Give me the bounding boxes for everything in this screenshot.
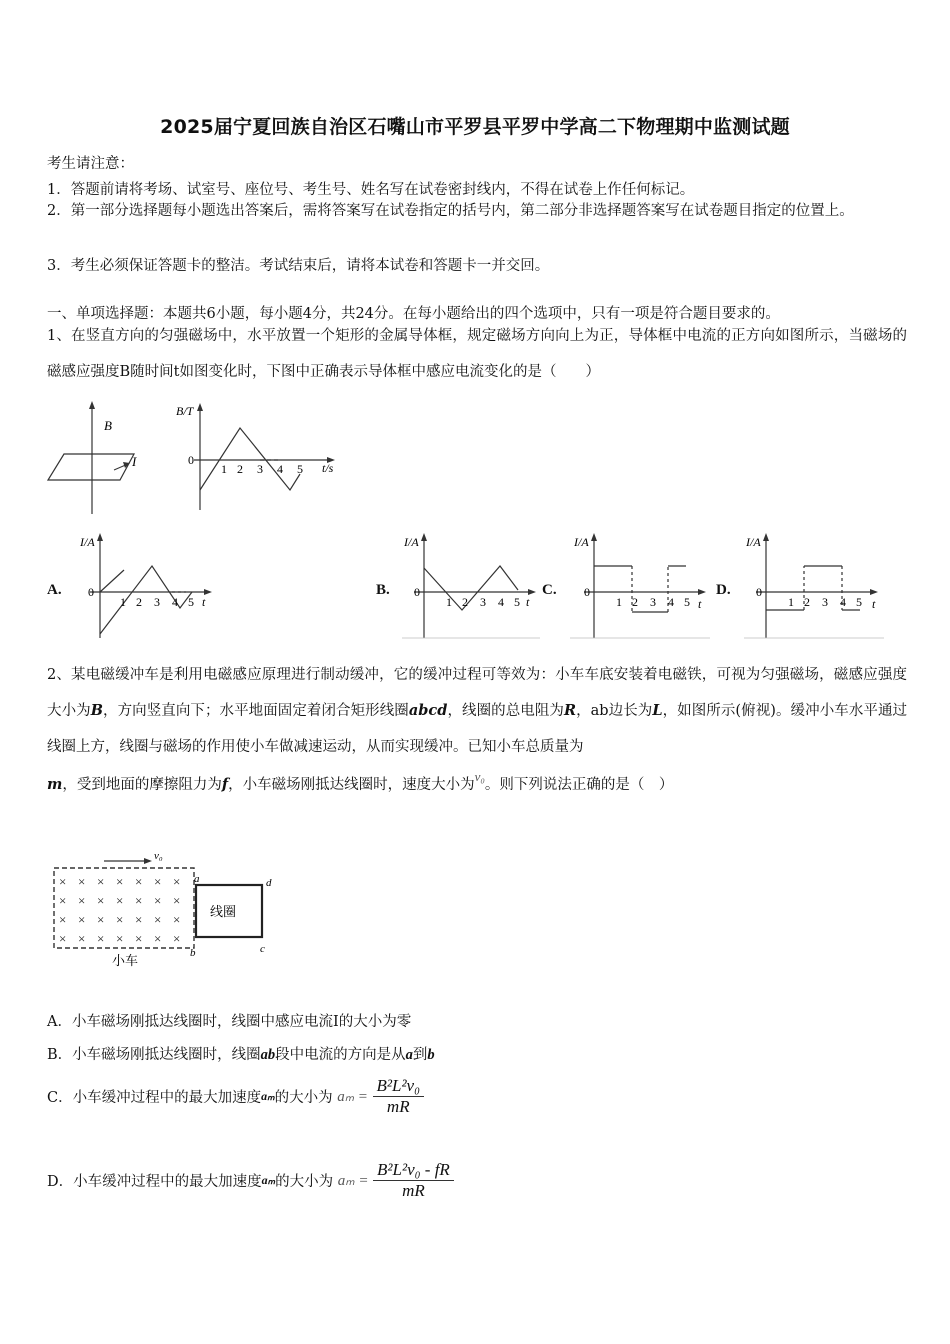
- field-cross: ×: [59, 912, 67, 927]
- field-cross: ×: [97, 912, 105, 927]
- d-tick-2: 2: [804, 595, 810, 609]
- field-cross: ×: [78, 931, 86, 946]
- field-cross: ×: [135, 874, 143, 889]
- c-ylabel: I/A: [574, 535, 589, 549]
- d-formula: $\frac{\text{B²L²v₀ - fR}}{mR}$: [373, 1160, 454, 1201]
- field-cross: ×: [135, 931, 143, 946]
- field-cross: ×: [173, 912, 181, 927]
- corner-c: c: [260, 943, 265, 955]
- field-cross: ×: [135, 912, 143, 927]
- a-tick-1: 1: [120, 595, 126, 609]
- c-tick-3: 3: [650, 595, 656, 609]
- a-tick-5: 5: [188, 595, 194, 609]
- q1-option-c-label[interactable]: C.: [542, 582, 557, 598]
- notice-heading: 考生请注意：: [47, 156, 134, 172]
- d-origin: 0: [756, 585, 762, 599]
- corner-b: b: [190, 947, 196, 959]
- question-2-text: 2、某电磁缓冲车是利用电磁感应原理进行制动缓冲，它的缓冲过程可等效为：小车车底安装着电磁铁，可视为匀强磁场，磁感应强度大小为B，方向竖直向下；水平地面固定着闭合矩形线圈abcd，线圈的总电阻为R，ab边长为L，如图所示(俯视)。缓冲小车水平通过线圈上方，线圈与磁场的作用使小车做减速运动，从而实现缓冲。已知小车总质量为 m，受到地面的摩擦阻力为f，小车磁场刚抵达线圈时，速度大小为v₀。则下列说法正确的是（ ）: [47, 667, 908, 793]
- bt-tick-4: 4: [277, 462, 283, 476]
- d-tick-1: 1: [788, 595, 794, 609]
- q2-option-c[interactable]: C．小车缓冲过程中的最大加速度aₘ的大小为 aₘ = $\frac{\text{B²L²v₀}}{mR}$: [47, 1076, 424, 1128]
- a-xlabel: t: [202, 595, 206, 609]
- field-cross: ×: [173, 893, 181, 908]
- field-cross: ×: [59, 874, 67, 889]
- a-ylabel: I/A: [80, 535, 95, 549]
- question-1-text: 1、在竖直方向的匀强磁场中，水平放置一个矩形的金属导体框，规定磁场方向向上为正，导体框中电流的正方向如图所示，当磁场的磁感应强度B随时间t如图变化时，下图中正确表示导体框中感应电流变化的是（ ）: [47, 328, 907, 380]
- notice-item-2: 2．第一部分选择题每小题选出答案后，需将答案写在试卷指定的括号内，第二部分非选择题答案写在试卷题目指定的位置上。: [47, 203, 854, 219]
- c-tick-2: 2: [632, 595, 638, 609]
- bt-ylabel: B/T: [176, 404, 194, 418]
- v0-label: v₀: [154, 850, 163, 862]
- field-cross: ×: [116, 874, 124, 889]
- q2-option-b[interactable]: B．小车磁场刚抵达线圈时，线圈ab段中电流的方向是从a到b: [47, 1047, 435, 1063]
- q1-option-c-graph[interactable]: [568, 530, 712, 642]
- field-cross: ×: [116, 893, 124, 908]
- q2-option-a[interactable]: A．小车磁场刚抵达线圈时，线圈中感应电流I的大小为零: [47, 1014, 412, 1030]
- a-origin: 0: [88, 585, 94, 599]
- field-cross: ×: [59, 893, 67, 908]
- car-label: 小车: [112, 953, 139, 968]
- page-title: 2025届宁夏回族自治区石嘴山市平罗县平罗中学高二下物理期中监测试题: [160, 116, 790, 138]
- c-tick-5: 5: [684, 595, 690, 609]
- field-cross: ×: [173, 874, 181, 889]
- bt-tick-3: 3: [257, 462, 263, 476]
- q1-option-b-label[interactable]: B.: [376, 582, 390, 598]
- q1-bt-graph: [172, 400, 342, 512]
- b-tick-1: 1: [446, 595, 452, 609]
- q1-option-d-label[interactable]: D.: [716, 582, 731, 598]
- corner-d: d: [266, 877, 272, 889]
- section-heading: 一、单项选择题：本题共6小题，每小题4分，共24分。在每小题给出的四个选项中，只有一项是符合题目要求的。: [47, 306, 780, 322]
- corner-a: a: [194, 873, 200, 885]
- c-origin: 0: [584, 585, 590, 599]
- c-tick-1: 1: [616, 595, 622, 609]
- field-cross: ×: [154, 893, 162, 908]
- field-cross: ×: [97, 874, 105, 889]
- field-cross: ×: [116, 931, 124, 946]
- c-xlabel: t: [698, 597, 702, 611]
- b-tick-3: 3: [480, 595, 486, 609]
- field-cross: ×: [154, 912, 162, 927]
- field-cross: ×: [78, 912, 86, 927]
- a-tick-4: 4: [172, 595, 178, 609]
- b-tick-2: 2: [462, 595, 468, 609]
- a-tick-2: 2: [136, 595, 142, 609]
- field-cross: ×: [78, 893, 86, 908]
- q1-option-d-graph[interactable]: [742, 530, 886, 642]
- field-cross: ×: [154, 931, 162, 946]
- c-tick-4: 4: [668, 595, 674, 609]
- bt-tick-5: 5: [297, 462, 303, 476]
- current-i-label: I: [132, 454, 137, 469]
- q1-option-a-graph[interactable]: [76, 530, 226, 642]
- field-cross: ×: [97, 893, 105, 908]
- field-cross: ×: [135, 893, 143, 908]
- d-tick-4: 4: [840, 595, 846, 609]
- bt-origin: 0: [188, 453, 194, 467]
- field-cross: ×: [78, 874, 86, 889]
- q2-car-coil-figure: [44, 848, 284, 972]
- b-ylabel: I/A: [404, 535, 419, 549]
- d-tick-5: 5: [856, 595, 862, 609]
- a-tick-3: 3: [154, 595, 160, 609]
- b-origin: 0: [414, 585, 420, 599]
- d-ylabel: I/A: [746, 535, 761, 549]
- b-xlabel: t: [526, 595, 530, 609]
- q1-frame-figure: [44, 398, 144, 516]
- bt-tick-1: 1: [221, 462, 227, 476]
- field-cross: ×: [173, 931, 181, 946]
- notice-item-3: 3．考生必须保证答题卡的整洁。考试结束后，请将本试卷和答题卡一并交回。: [47, 258, 550, 274]
- q1-option-b-graph[interactable]: [400, 530, 542, 642]
- bt-xlabel: t/s: [322, 461, 334, 475]
- notice-item-1: 1．答题前请将考场、试室号、座位号、考生号、姓名写在试卷密封线内，不得在试卷上作任何标记。: [47, 182, 695, 198]
- b-tick-4: 4: [498, 595, 504, 609]
- field-cross: ×: [97, 931, 105, 946]
- q2-option-d[interactable]: D．小车缓冲过程中的最大加速度aₘ的大小为 aₘ = $\frac{\text{B²L²v₀ - fR}}{mR}$: [47, 1160, 454, 1212]
- field-cross: ×: [116, 912, 124, 927]
- d-xlabel: t: [872, 597, 876, 611]
- coil-label: 线圈: [210, 904, 237, 919]
- field-cross: ×: [59, 931, 67, 946]
- b-tick-5: 5: [514, 595, 520, 609]
- q1-option-a-label[interactable]: A.: [47, 582, 62, 598]
- field-cross: ×: [154, 874, 162, 889]
- c-formula: $\frac{\text{B²L²v₀}}{mR}$: [373, 1076, 425, 1117]
- bt-tick-2: 2: [237, 462, 243, 476]
- field-b-label: B: [104, 418, 112, 433]
- d-tick-3: 3: [822, 595, 828, 609]
